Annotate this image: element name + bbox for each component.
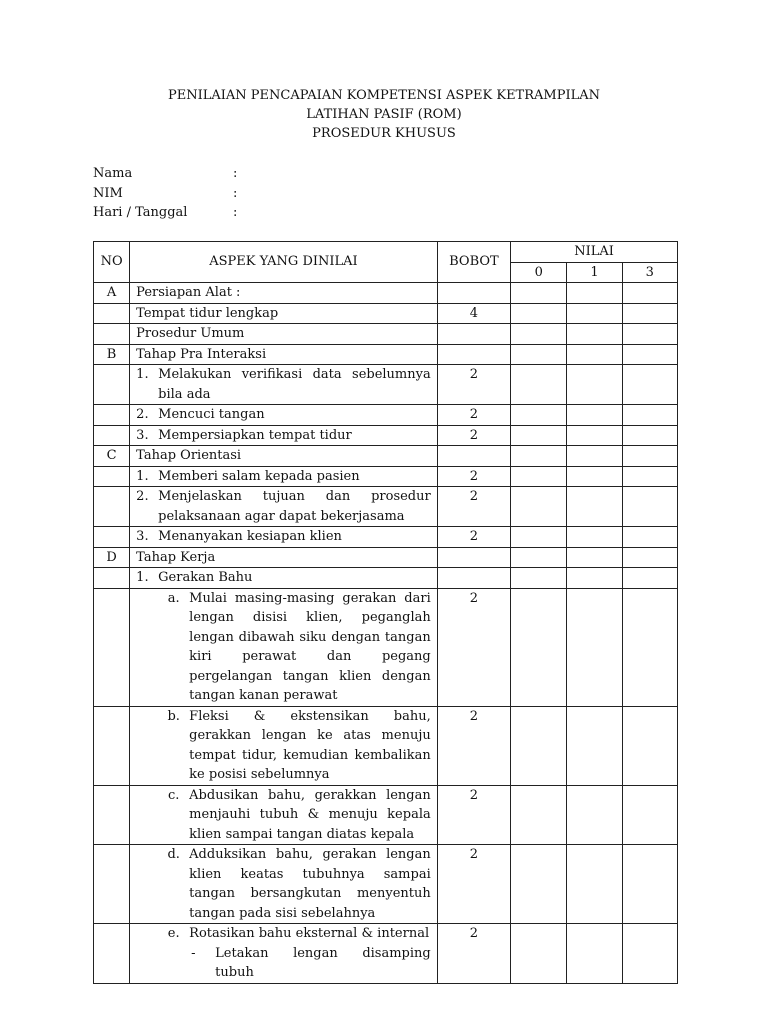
sub-item-letter: c.: [167, 787, 180, 803]
nilai-3-cell[interactable]: [622, 283, 677, 304]
item-text: Mempersiapkan tempat tidur: [158, 427, 352, 443]
nilai-0-cell[interactable]: [511, 588, 567, 706]
numbered-item: [136, 405, 431, 425]
identity-colon: :: [233, 185, 238, 201]
nilai-3-cell[interactable]: [622, 446, 677, 467]
identity-block: [93, 164, 243, 223]
nilai-0-cell[interactable]: [511, 845, 567, 924]
row-bobot: 2: [437, 487, 510, 527]
nilai-3-cell[interactable]: [622, 588, 677, 706]
sub-item: [136, 786, 431, 845]
sub-item-text: Mulai masing-masing gerakan dari lengan disisi klien, peganglah lengan dibawah siku dengan tangan kiri perawat dan pegang pergelangan tangan klien dengan tangan kanan perawat: [189, 590, 431, 703]
table-row: [94, 845, 678, 924]
row-no: A: [94, 283, 130, 304]
sub-item: [136, 589, 431, 706]
sub-item-letter: e.: [167, 926, 180, 941]
sub-item-text: Adduksikan bahu, gerakan lengan klien keatas tubuhnya sampai tangan bersangkutan menyentuh tangan pada sisi sebelahnya: [189, 847, 431, 921]
nilai-3-cell[interactable]: [622, 405, 677, 426]
nilai-3-cell[interactable]: [622, 924, 677, 984]
nilai-1-cell[interactable]: [567, 487, 622, 527]
identity-row-nim: [93, 184, 243, 204]
section-text: Tahap Kerja: [136, 549, 216, 565]
title-line-2: LATIHAN PASIF (ROM): [306, 107, 462, 122]
identity-row-tanggal: [93, 203, 243, 223]
nilai-1-cell[interactable]: [567, 527, 622, 548]
sub-item: [136, 707, 431, 785]
row-aspek: [130, 547, 438, 568]
item-number: 3.: [136, 427, 149, 443]
item-number: 1.: [136, 367, 149, 382]
table-body: [94, 283, 678, 984]
row-aspek: [130, 527, 438, 548]
document-title: [0, 86, 768, 143]
nilai-0-cell[interactable]: [511, 425, 567, 446]
nilai-0-cell[interactable]: [511, 365, 567, 405]
row-aspek: [130, 446, 438, 467]
item-text: Menanyakan kesiapan klien: [158, 529, 342, 544]
table-row: [94, 425, 678, 446]
row-aspek: [130, 425, 438, 446]
row-no: [94, 845, 130, 924]
nilai-1-cell[interactable]: [567, 344, 622, 365]
identity-colon: :: [233, 166, 238, 181]
row-aspek: [130, 303, 438, 324]
row-bobot: 2: [437, 588, 510, 706]
table-row: [94, 283, 678, 304]
item-text: Gerakan Bahu: [158, 570, 253, 585]
nilai-0-cell[interactable]: [511, 547, 567, 568]
nilai-0-cell[interactable]: [511, 283, 567, 304]
row-aspek: [130, 283, 438, 304]
row-aspek: [130, 487, 438, 527]
row-no: B: [94, 344, 130, 365]
dash-marker: -: [191, 945, 196, 961]
nilai-1-cell[interactable]: [567, 785, 622, 845]
row-no: [94, 568, 130, 589]
item-text: Memberi salam kepada pasien: [158, 468, 360, 484]
row-no: [94, 706, 130, 785]
nilai-1-cell[interactable]: [567, 303, 622, 324]
header-nilai-1: 1: [567, 262, 622, 283]
section-text: Tempat tidur lengkap: [136, 305, 279, 321]
section-text: Prosedur Umum: [136, 326, 245, 341]
nilai-3-cell[interactable]: [622, 706, 677, 785]
nilai-3-cell[interactable]: [622, 845, 677, 924]
table-row: [94, 303, 678, 324]
nilai-0-cell[interactable]: [511, 303, 567, 324]
nilai-3-cell[interactable]: [622, 425, 677, 446]
identity-label: NIM: [93, 185, 123, 201]
table-row: [94, 568, 678, 589]
header-nilai: NILAI: [511, 242, 678, 263]
section-text: Persiapan Alat :: [136, 285, 241, 300]
row-bobot: 2: [437, 706, 510, 785]
sub-item-text: Rotasikan bahu eksternal & internal: [189, 926, 430, 941]
row-aspek: [130, 365, 438, 405]
item-number: 2.: [136, 489, 149, 504]
nilai-0-cell[interactable]: [511, 706, 567, 785]
nilai-1-cell[interactable]: [567, 324, 622, 345]
row-aspek: [130, 785, 438, 845]
sub-item-text: Abdusikan bahu, gerakkan lengan menjauhi tubuh & menuju kepala klien sampai tangan diatas kepala: [189, 787, 431, 842]
nilai-0-cell[interactable]: [511, 785, 567, 845]
nilai-1-cell[interactable]: [567, 845, 622, 924]
title-line-1: PENILAIAN PENCAPAIAN KOMPETENSI ASPEK KETRAMPILAN: [167, 88, 600, 103]
row-bobot: 2: [437, 365, 510, 405]
row-no: [94, 924, 130, 984]
row-aspek: [130, 344, 438, 365]
item-number: 1.: [136, 468, 149, 484]
nilai-3-cell[interactable]: [622, 547, 677, 568]
numbered-item: [136, 487, 431, 526]
row-no: [94, 425, 130, 446]
nilai-3-cell[interactable]: [622, 324, 677, 345]
nilai-3-cell[interactable]: [622, 303, 677, 324]
row-bobot: 2: [437, 924, 510, 984]
nilai-3-cell[interactable]: [622, 785, 677, 845]
nilai-0-cell[interactable]: [511, 466, 567, 487]
table-row: [94, 547, 678, 568]
identity-colon: :: [233, 205, 238, 220]
assessment-table: [93, 241, 678, 984]
header-nilai-0: 0: [511, 262, 567, 283]
row-no: [94, 365, 130, 405]
nilai-1-cell[interactable]: [567, 588, 622, 706]
header-aspek: ASPEK YANG DINILAI: [130, 242, 438, 283]
row-aspek: [130, 588, 438, 706]
sub-item: [136, 924, 431, 944]
numbered-item: [136, 568, 431, 588]
table-row: [94, 466, 678, 487]
table-row: [94, 324, 678, 345]
nilai-0-cell[interactable]: [511, 324, 567, 345]
numbered-item: [136, 365, 431, 404]
row-bobot: 2: [437, 425, 510, 446]
nilai-3-cell[interactable]: [622, 344, 677, 365]
row-bobot: 2: [437, 785, 510, 845]
nilai-0-cell[interactable]: [511, 446, 567, 467]
row-no: [94, 405, 130, 426]
nilai-0-cell[interactable]: [511, 487, 567, 527]
sub-item-letter: d.: [167, 847, 180, 862]
table-row: [94, 365, 678, 405]
nilai-1-cell[interactable]: [567, 405, 622, 426]
row-aspek: [130, 466, 438, 487]
row-no: [94, 588, 130, 706]
nilai-1-cell[interactable]: [567, 706, 622, 785]
section-text: Tahap Pra Interaksi: [136, 346, 267, 362]
nilai-3-cell[interactable]: [622, 365, 677, 405]
sub-item: [136, 845, 431, 923]
identity-label: Hari / Tanggal: [93, 205, 188, 220]
table-row: [94, 588, 678, 706]
row-bobot: [437, 344, 510, 365]
row-bobot: 4: [437, 303, 510, 324]
row-aspek: [130, 324, 438, 345]
row-bobot: [437, 568, 510, 589]
row-bobot: [437, 446, 510, 467]
row-aspek: [130, 706, 438, 785]
row-no: [94, 324, 130, 345]
nilai-3-cell[interactable]: [622, 487, 677, 527]
table-row: [94, 527, 678, 548]
header-no: NO: [94, 242, 130, 283]
section-text: Tahap Orientasi: [136, 448, 242, 463]
nilai-0-cell[interactable]: [511, 527, 567, 548]
nilai-0-cell[interactable]: [511, 344, 567, 365]
nilai-1-cell[interactable]: [567, 425, 622, 446]
table-row: [94, 446, 678, 467]
nilai-1-cell[interactable]: [567, 568, 622, 589]
nilai-0-cell[interactable]: [511, 568, 567, 589]
row-aspek: [130, 845, 438, 924]
row-aspek: [130, 568, 438, 589]
item-number: 3.: [136, 529, 149, 544]
table-row: [94, 487, 678, 527]
sub-item-letter: a.: [167, 590, 180, 606]
nilai-3-cell[interactable]: [622, 568, 677, 589]
sub-item-text: Fleksi & ekstensikan bahu, gerakkan lengan ke atas menuju tempat tidur, kemudian kembalikan ke posisi sebelumnya: [189, 708, 431, 782]
table-row: [94, 706, 678, 785]
nilai-1-cell[interactable]: [567, 547, 622, 568]
numbered-item: [136, 426, 431, 446]
row-no: [94, 527, 130, 548]
row-bobot: 2: [437, 405, 510, 426]
sub-sub-item-text: Letakan lengan disamping tubuh: [215, 945, 431, 980]
nilai-3-cell[interactable]: [622, 527, 677, 548]
row-no: [94, 487, 130, 527]
header-bobot: BOBOT: [437, 242, 510, 283]
sub-item-letter: b.: [167, 708, 180, 724]
nilai-3-cell[interactable]: [622, 466, 677, 487]
item-text: Mencuci tangan: [158, 407, 265, 422]
nilai-1-cell[interactable]: [567, 283, 622, 304]
nilai-0-cell[interactable]: [511, 405, 567, 426]
row-bobot: 2: [437, 466, 510, 487]
nilai-1-cell[interactable]: [567, 365, 622, 405]
numbered-item: [136, 467, 431, 487]
row-aspek: [130, 924, 438, 984]
row-aspek: [130, 405, 438, 426]
row-bobot: [437, 547, 510, 568]
table-row: [94, 344, 678, 365]
row-bobot: 2: [437, 845, 510, 924]
table-row: [94, 405, 678, 426]
nilai-1-cell[interactable]: [567, 446, 622, 467]
row-no: [94, 466, 130, 487]
item-text: Menjelaskan tujuan dan prosedur pelaksanaan agar dapat bekerjasama: [158, 489, 431, 524]
table-row: [94, 785, 678, 845]
identity-row-nama: [93, 164, 243, 184]
row-bobot: [437, 283, 510, 304]
nilai-1-cell[interactable]: [567, 466, 622, 487]
row-bobot: 2: [437, 527, 510, 548]
row-no: D: [94, 547, 130, 568]
item-number: 2.: [136, 407, 149, 422]
nilai-1-cell[interactable]: [567, 924, 622, 984]
item-text: Melakukan verifikasi data sebelumnya bila ada: [158, 367, 431, 402]
title-line-3: PROSEDUR KHUSUS: [312, 126, 456, 141]
row-bobot: [437, 324, 510, 345]
identity-label: Nama: [93, 166, 133, 181]
row-no: C: [94, 446, 130, 467]
row-no: [94, 785, 130, 845]
table-row: [94, 924, 678, 984]
header-nilai-3: 3: [622, 262, 677, 283]
item-number: 1.: [136, 570, 149, 585]
sub-sub-item: [136, 944, 431, 983]
numbered-item: [136, 527, 431, 547]
row-no: [94, 303, 130, 324]
nilai-0-cell[interactable]: [511, 924, 567, 984]
